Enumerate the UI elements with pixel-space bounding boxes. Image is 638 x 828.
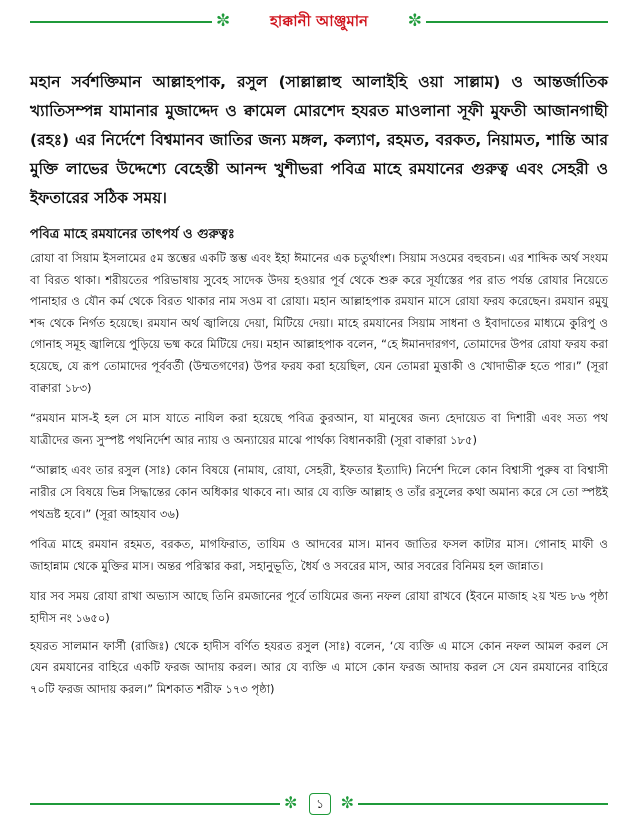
section-heading: পবিত্র মাহে রমযানের তাৎপর্য ও গুরুত্বঃ — [30, 227, 235, 242]
body-paragraph: হযরত সালমান ফার্সী (রাজিঃ) থেকে হাদীস বর্ণিত হযরত রসুল (সাঃ) বলেন, ‘যে ব্যক্তি এ মাসে কোন নফল আমল করল সে যেন রমযানের বাহিরে একটি ফরজ আদায় করল। আর যে ব্যক্তি এ মাসে কোন ফরজ আদায় করল সে যেন রমযানের বাহিরে ৭০টি ফরজ আদায় করল।” মিশকাত শরীফ ১৭৩ পৃষ্ঠা) — [30, 638, 608, 696]
body-paragraph: “আল্লাহ এবং তার রসুল (সাঃ) কোন বিষয়ে (নামায, রোযা, সেহরী, ইফতার ইত্যাদি) নির্দেশ দিলে কোন বিশ্বাসী পুরুষ বা বিশ্বাসী নারীর সে বিষয়ে ভিন্ন সিদ্ধান্তের কোন অধিকার থাকবে না। আর যে ব্যক্তি আল্লাহ ও তাঁর রসুলের কথা অমান্য করে সে তো স্পষ্টই পথভ্রষ্ট হবে।” (সূরা আহযাব ৩৬) — [30, 463, 608, 521]
header-title: হাক্কানী আঞ্জুমান — [269, 12, 369, 30]
page-number: ১ — [309, 793, 331, 815]
page-header — [30, 10, 608, 34]
footer-ornament-left-icon: ✼ — [284, 793, 298, 812]
body-paragraph: রোযা বা সিয়াম ইসলামের ৫ম স্তম্ভের একটি স্তম্ভ এবং ইহা ঈমানের এক চতুর্থাংশ। সিয়াম সওমের বহুবচন। এর শাব্দিক অর্থ সংযম বা বিরত থাকা। শরীয়তের পরিভাষায় সুবেহ সাদেক উদয় হওয়ার পূর্ব থেকে শুরু করে সূর্যাস্তের পর রাত পর্যন্ত রোযার নিয়েতে পানাহার ও যৌন কর্ম থেকে বিরত থাকার নাম সওম বা রোযা। মহান আল্লাহপাক রমযান মাসে রোযা ফরয করেছেন। রমযান রমুযু শব্দ থেকে নির্গত হয়েছে। রমযান অর্থ জ্বালিয়ে দেয়া, মিটিয়ে দেয়া। মাহে রমযানের সিয়াম সাধনা ও ইবাদাতের মাধ্যমে কুরিপু ও গোনাহ সমূহ জ্বালিয়ে পুড়িয়ে ভষ্ম করে মিটিয়ে দেয়। মহান আল্লাহপাক বলেন, “হে ঈমানদারগণ, তোমাদের উপর রোযা ফরয করা হয়েছে, যে রূপ তোমাদের পূর্ববর্তী (উম্মতগণের) উপর ফরয করা হয়েছিল, যেন তোমরা মুত্তাকী ও খোদাভীরু হতে পার।” (সূরা বাক্বারা ১৮৩) — [30, 251, 608, 395]
page-footer — [30, 792, 608, 816]
header-rule-right — [426, 21, 608, 23]
footer-ornament-right-icon: ✼ — [340, 793, 354, 812]
body-paragraph: পবিত্র মাহে রমযান রহমত, বরকত, মাগফিরাত, তাযিম ও আদবের মাস। মানব জাতির ফসল কাটার মাস। গোনাহ মাফী ও জাহান্নাম থেকে মুক্তির মাস। অন্তর পরিস্কার করা, সহানুভূতি, ধৈর্য ও সবরের মাস, আর সবরের বিনিময় হল জান্নাত। — [30, 537, 608, 573]
intro-paragraph: মহান সর্বশক্তিমান আল্লাহপাক, রসুল (সাল্লাল্লাহু আলাইহি ওয়া সাল্লাম) ও আন্তর্জাতিক খ্যাতিসম্পন্ন যামানার মুজাদ্দেদ ও ক্বামেল মোরশেদ হযরত মাওলানা সূফী মুফতী আজানগাছী (রহঃ) এর নির্দেশে বিশ্বমানব জাতির জন্য মঙ্গল, কল্যাণ, রহমত, বরকত, নিয়ামত, শান্তি আর মুক্তি লাভের উদ্দেশ্যে বেহেস্তী আনন্দ খুশীভরা পবিত্র মাহে রমযানের গুরুত্ব এবং সেহরী ও ইফতারের সঠিক সময়। — [30, 73, 608, 207]
footer-rule-left — [30, 803, 280, 805]
body-paragraph: “রমযান মাস-ই হল সে মাস যাতে নাযিল করা হয়েছে পবিত্র কুরআন, যা মানুষের জন্য হেদায়েত বা দিশারী এবং সত্য পথ যাত্রীদের জন্য সুস্পষ্ট পথনির্দেশ আর ন্যায় ও অন্যায়ের মাঝে পার্থক্য বিধানকারী (সূরা বাক্বারা ১৮৫) — [30, 411, 608, 447]
header-ornament-left-icon: ✼ — [216, 11, 231, 31]
footer-rule-right — [358, 803, 608, 805]
article-body — [30, 248, 608, 706]
header-ornament-right-icon: ✼ — [407, 11, 422, 31]
body-paragraph: যার সব সময় রোযা রাখা অভ্যাস আছে তিনি রমজানের পূর্বে তাযিমের জন্য নফল রোযা রাখবে (ইবনে মাজাহ ২য় খন্ড ৮৬ পৃষ্ঠা হাদীস নং ১৬৫০) — [30, 589, 608, 625]
